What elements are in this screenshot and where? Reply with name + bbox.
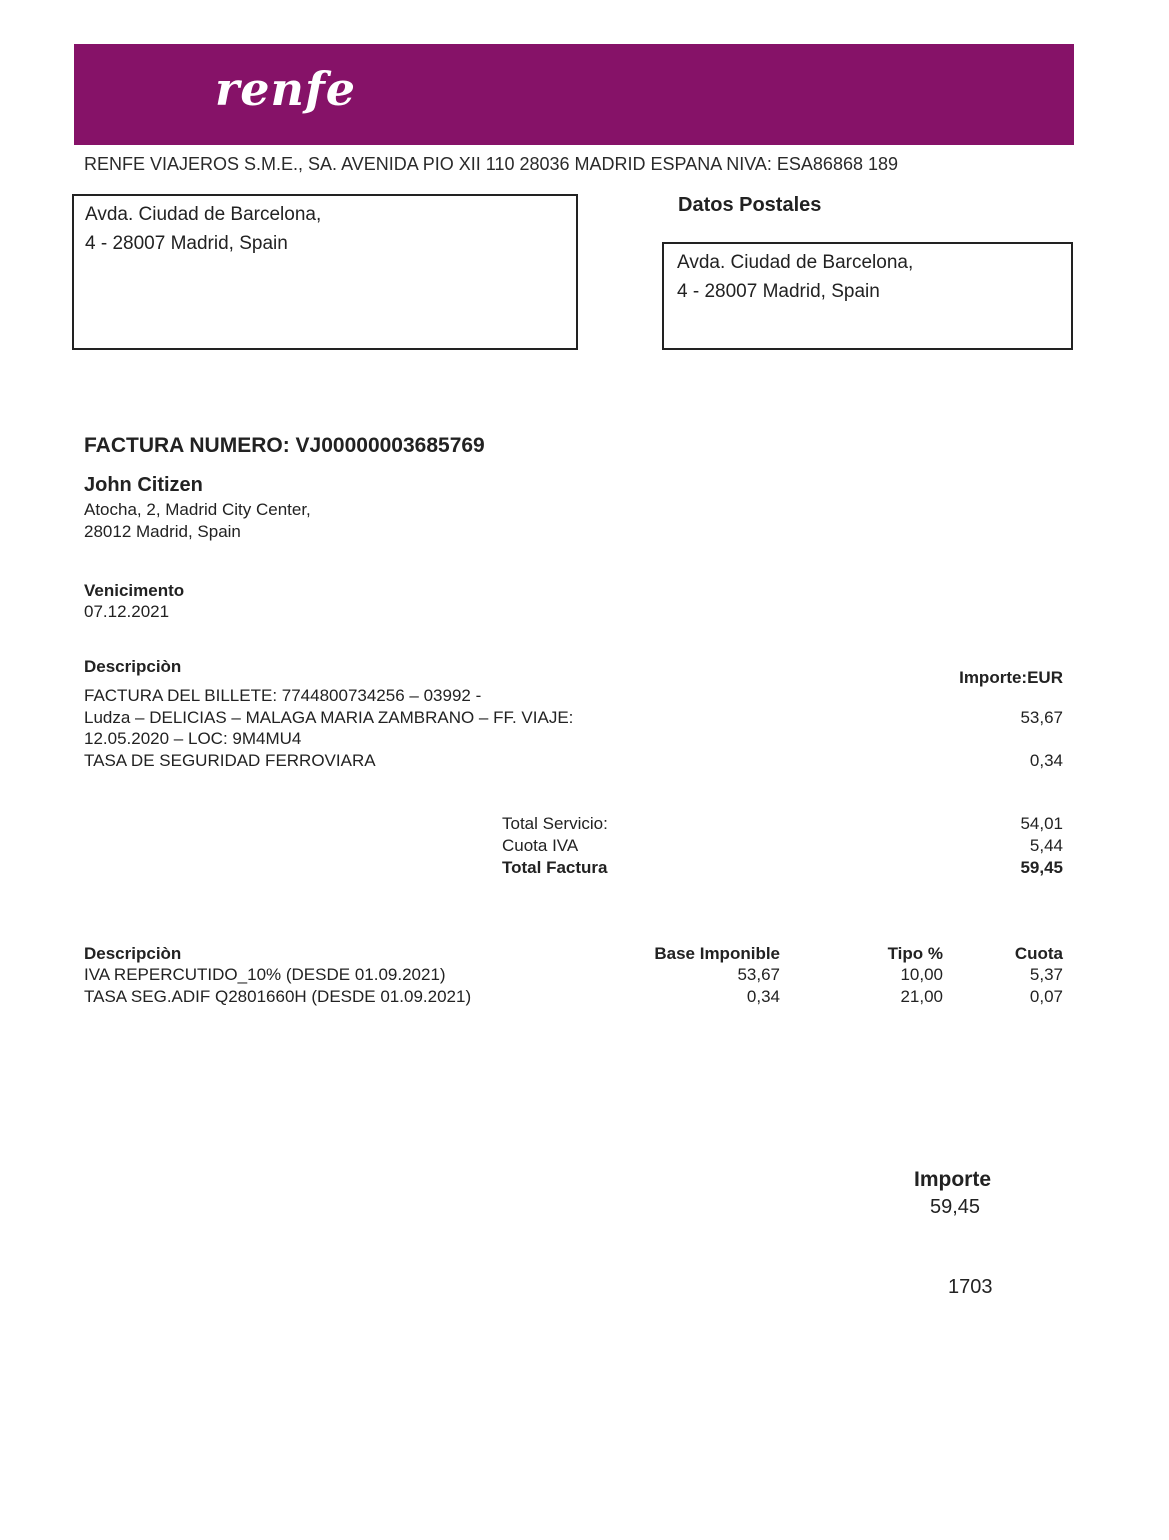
customer-address: [84, 499, 311, 543]
tax-header-quota: Cuota: [1014, 944, 1063, 963]
sender-address: [85, 200, 321, 258]
item-1-line3: 12.05.2020 – LOC: 9M4MU4: [84, 729, 302, 748]
final-amount-value: 59,45: [930, 1196, 981, 1218]
item-2-amount: 0,34: [1029, 751, 1063, 770]
sender-address-line2: 4 - 28007 Madrid, Spain: [85, 233, 288, 254]
postal-address: [677, 248, 913, 306]
due-date-label: Venicimento: [84, 581, 185, 600]
total-invoice-value: 59,45: [1020, 858, 1063, 877]
company-info-line: RENFE VIAJEROS S.M.E., SA. AVENIDA PIO XII 110 28036 MADRID ESPANA NIVA: ESA86868 189: [84, 154, 899, 174]
tax-header-type: Tipo %: [887, 944, 943, 963]
final-amount-label: Importe: [914, 1168, 992, 1191]
customer-address-line2: 28012 Madrid, Spain: [84, 522, 241, 541]
tax-row-2-type: 21,00: [900, 987, 943, 1006]
item-1-line2: Ludza – DELICIAS – MALAGA MARIA ZAMBRANO – FF. VIAJE:: [84, 708, 574, 727]
due-date-value: 07.12.2021: [84, 602, 170, 621]
item-1-amount: 53,67: [1020, 708, 1063, 727]
tax-header-description: Descripciòn: [84, 944, 182, 963]
renfe-logo: renfe: [215, 62, 357, 116]
item-1-line1: FACTURA DEL BILLETE: 7744800734256 – 03992 -: [84, 686, 482, 705]
sender-address-box: [72, 194, 578, 350]
tax-row-2-description: TASA SEG.ADIF Q2801660H (DESDE 01.09.2021): [84, 987, 472, 1006]
postal-address-line1: Avda. Ciudad de Barcelona,: [677, 252, 914, 273]
postal-address-box: [662, 242, 1073, 350]
tax-row-2-quota: 0,07: [1029, 987, 1063, 1006]
total-service-value: 54,01: [1020, 814, 1063, 833]
footer-number: 1703: [948, 1276, 993, 1298]
postal-address-line2: 4 - 28007 Madrid, Spain: [677, 281, 880, 302]
iva-quota-value: 5,44: [1029, 836, 1063, 855]
customer-name: John Citizen: [84, 474, 203, 496]
tax-row-1-quota: 5,37: [1029, 965, 1063, 984]
tax-row-2-base: 0,34: [746, 987, 780, 1006]
invoice-number: FACTURA NUMERO: VJ00000003685769: [84, 434, 485, 457]
tax-row-1-base: 53,67: [737, 965, 780, 984]
tax-header-base: Base Imponible: [654, 944, 780, 963]
postal-data-title: Datos Postales: [678, 194, 822, 216]
items-description-header: Descripciòn: [84, 657, 182, 676]
iva-quota-label: Cuota IVA: [502, 836, 579, 855]
items-amount-header: Importe:EUR: [959, 668, 1063, 687]
total-invoice-label: Total Factura: [502, 858, 608, 877]
customer-address-line1: Atocha, 2, Madrid City Center,: [84, 500, 311, 519]
total-service-label: Total Servicio:: [502, 814, 608, 833]
tax-row-1-type: 10,00: [900, 965, 943, 984]
tax-row-1-description: IVA REPERCUTIDO_10% (DESDE 01.09.2021): [84, 965, 446, 984]
sender-address-line1: Avda. Ciudad de Barcelona,: [85, 204, 322, 225]
item-2-description: TASA DE SEGURIDAD FERROVIARA: [84, 751, 376, 770]
